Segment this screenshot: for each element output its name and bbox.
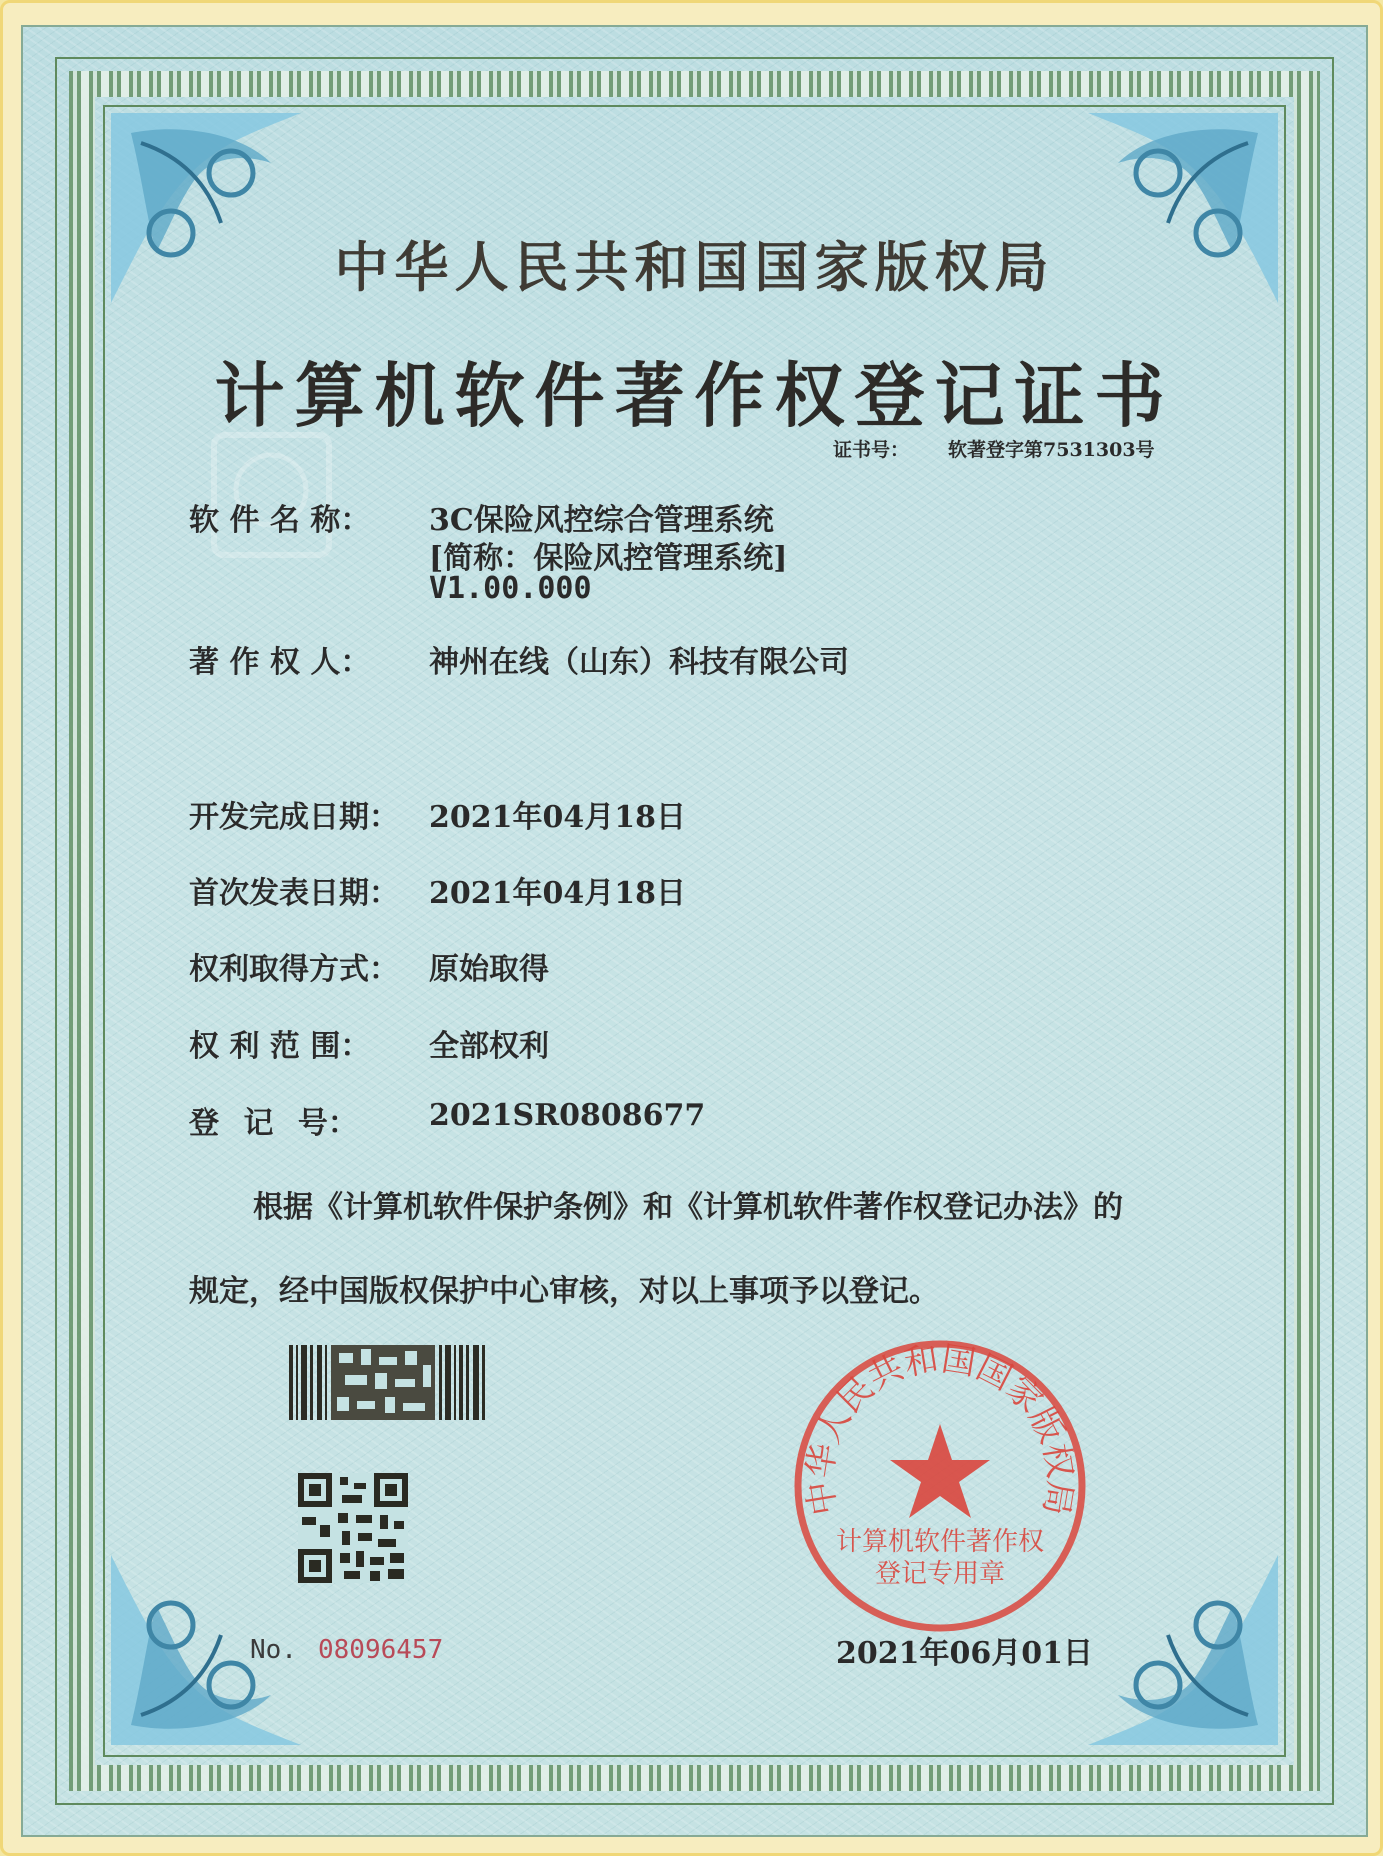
statement-line-2: 规定，经中国版权保护中心审核，对以上事项予以登记。 <box>189 1274 939 1309</box>
qr-code-image <box>298 1473 408 1583</box>
software-name-value: 3C保险风控综合管理系统 <box>429 503 774 538</box>
registration-number-label: 登 记 号： <box>189 1106 358 1141</box>
seal-ring-text: 中华人民共和国国家版权局 <box>800 1338 1080 1519</box>
acquire-method-value: 原始取得 <box>429 952 549 987</box>
certificate-title: 计算机软件著作权登记证书 <box>214 354 1175 437</box>
rights-scope-value: 全部权利 <box>429 1029 549 1064</box>
software-version: V1.00.000 <box>429 571 592 606</box>
star-icon <box>890 1424 990 1518</box>
cert-number-label: 证书号： <box>833 439 910 461</box>
seal-inner-line-1: 计算机软件著作权 <box>835 1527 1045 1557</box>
registration-number-value: 2021SR0808677 <box>429 1098 706 1133</box>
pub-date-label: 首次发表日期： <box>189 876 399 911</box>
software-short-name: [简称：保险风控管理系统] <box>429 541 788 576</box>
official-seal <box>792 1338 1088 1634</box>
statement-line-1: 根据《计算机软件保护条例》和《计算机软件著作权登记办法》的 <box>253 1190 1123 1225</box>
pub-date-value: 2021年04月18日 <box>429 876 686 911</box>
certificate-paper <box>21 25 1368 1837</box>
issue-date: 2021年06月01日 <box>836 1636 1093 1671</box>
software-name-label: 软 件 名 称： <box>189 503 371 538</box>
rights-scope-label: 权 利 范 围： <box>189 1029 371 1064</box>
dev-date-label: 开发完成日期： <box>189 800 399 835</box>
authority-title: 中华人民共和国国家版权局 <box>334 235 1055 299</box>
owner-value: 神州在线（山东）科技有限公司 <box>429 645 849 680</box>
serial-number-label: No. <box>250 1635 297 1665</box>
seal-inner-line-2: 登记专用章 <box>874 1559 1006 1589</box>
serial-number-value: 08096457 <box>318 1635 444 1665</box>
owner-label: 著 作 权 人： <box>189 645 371 680</box>
dev-date-value: 2021年04月18日 <box>429 800 686 835</box>
cert-number-value: 软著登字第7531303号 <box>948 439 1155 461</box>
barcode-image <box>289 1345 486 1420</box>
acquire-method-label: 权利取得方式： <box>189 952 399 987</box>
